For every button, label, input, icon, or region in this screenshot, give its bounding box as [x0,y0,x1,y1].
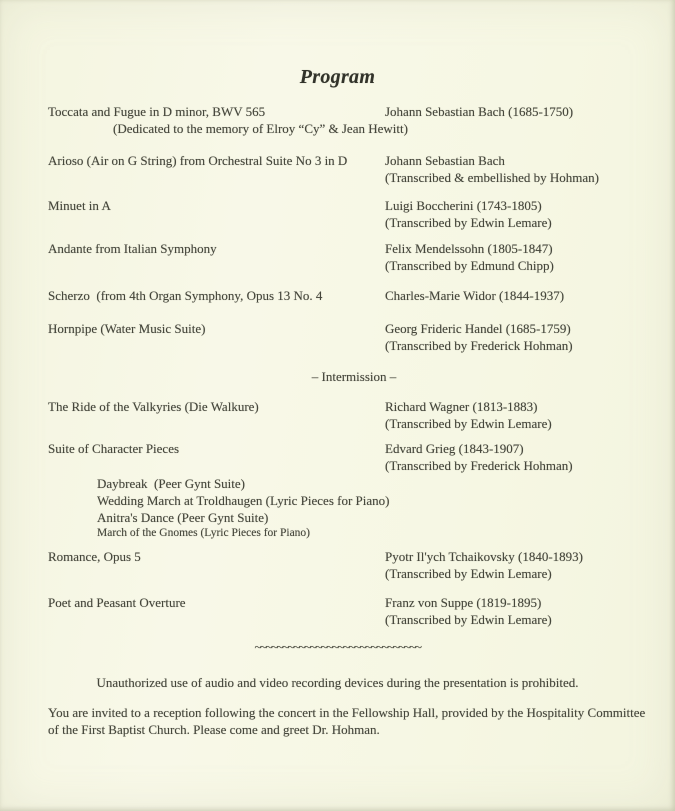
transcription-note: (Transcribed by Edwin Lemare) [385,416,552,431]
piece-title: Minuet in A [48,198,111,213]
page-title: Program [299,66,376,88]
program-entry [48,197,660,231]
piece-title: The Ride of the Valkyries (Die Walkure) [48,399,259,414]
piece-title: Andante from Italian Symphony [48,241,217,256]
transcription-note: (Transcribed by Frederick Hohman) [385,338,573,353]
movement-item: Anitra's Dance (Peer Gynt Suite) [97,510,269,525]
composer-name: Felix Mendelssohn (1805-1847) [385,241,553,256]
program-entry [48,152,660,186]
dedication-line: (Dedicated to the memory of Elroy “Cy” & Jean Hewitt) [113,121,408,136]
movement-item: Daybreak (Peer Gynt Suite) [97,476,246,491]
composer-name: Richard Wagner (1813-1883) [385,399,538,414]
transcription-note: (Transcribed by Edmund Chipp) [385,258,554,273]
recording-prohibition-notice: Unauthorized use of audio and video recording devices during the presentation is prohibited. [96,675,579,690]
composer-name: Franz von Suppe (1819-1895) [385,595,542,610]
piece-title: Arioso (Air on G String) from Orchestral Suite No 3 in D [48,153,348,168]
piece-title: Romance, Opus 5 [48,549,141,564]
program-entries [0,103,675,628]
transcription-note: (Transcribed by Edwin Lemare) [385,612,552,627]
program-entry [48,287,660,304]
transcription-note: (Transcribed by Frederick Hohman) [385,458,573,473]
movement-item: March of the Gnomes (Lyric Pieces for Piano) [97,527,311,539]
transcription-note: (Transcribed by Edwin Lemare) [385,215,552,230]
transcription-note: (Transcribed & embellished by Hohman) [385,170,599,185]
program-entry [48,440,660,541]
piece-title: Hornpipe (Water Music Suite) [48,321,206,336]
composer-name: Charles-Marie Widor (1844-1937) [385,288,565,303]
program-entry [48,320,660,354]
piece-title: Poet and Peasant Overture [48,595,186,610]
composer-name: Georg Frideric Handel (1685-1759) [385,321,571,336]
composer-name: Edvard Grieg (1843-1907) [385,441,524,456]
program-entry [48,103,660,137]
program-entry [48,240,660,274]
reception-invitation: You are invited to a reception following the concert in the Fellowship Hall, provided by the Hospitality Committee of the First Baptist Church. Please come and greet Dr. Hohman. [48,705,646,737]
program-entry [48,548,660,582]
movement-list [48,475,660,541]
piece-title: Toccata and Fugue in D minor, BWV 565 [48,104,266,119]
program-entry [48,594,660,628]
movement-item: Wedding March at Troldhaugen (Lyric Pieces for Piano) [97,493,390,508]
composer-name: Johann Sebastian Bach [385,153,505,168]
composer-name: Johann Sebastian Bach (1685-1750) [385,104,574,119]
composer-name: Pyotr Il'ych Tchaikovsky (1840-1893) [385,549,583,564]
transcription-note: (Transcribed by Edwin Lemare) [385,566,552,581]
piece-title: Suite of Character Pieces [48,441,180,456]
piece-title: Scherzo (from 4th Organ Symphony, Opus 13 No. 4 [48,288,323,303]
squiggle-divider: ~~~~~~~~~~~~~~~~~~~~~~~~~~~~~~ [254,639,421,654]
program-entry [48,398,660,432]
composer-name: Luigi Boccherini (1743-1805) [385,198,542,213]
intermission-heading: – Intermission – [311,369,397,384]
